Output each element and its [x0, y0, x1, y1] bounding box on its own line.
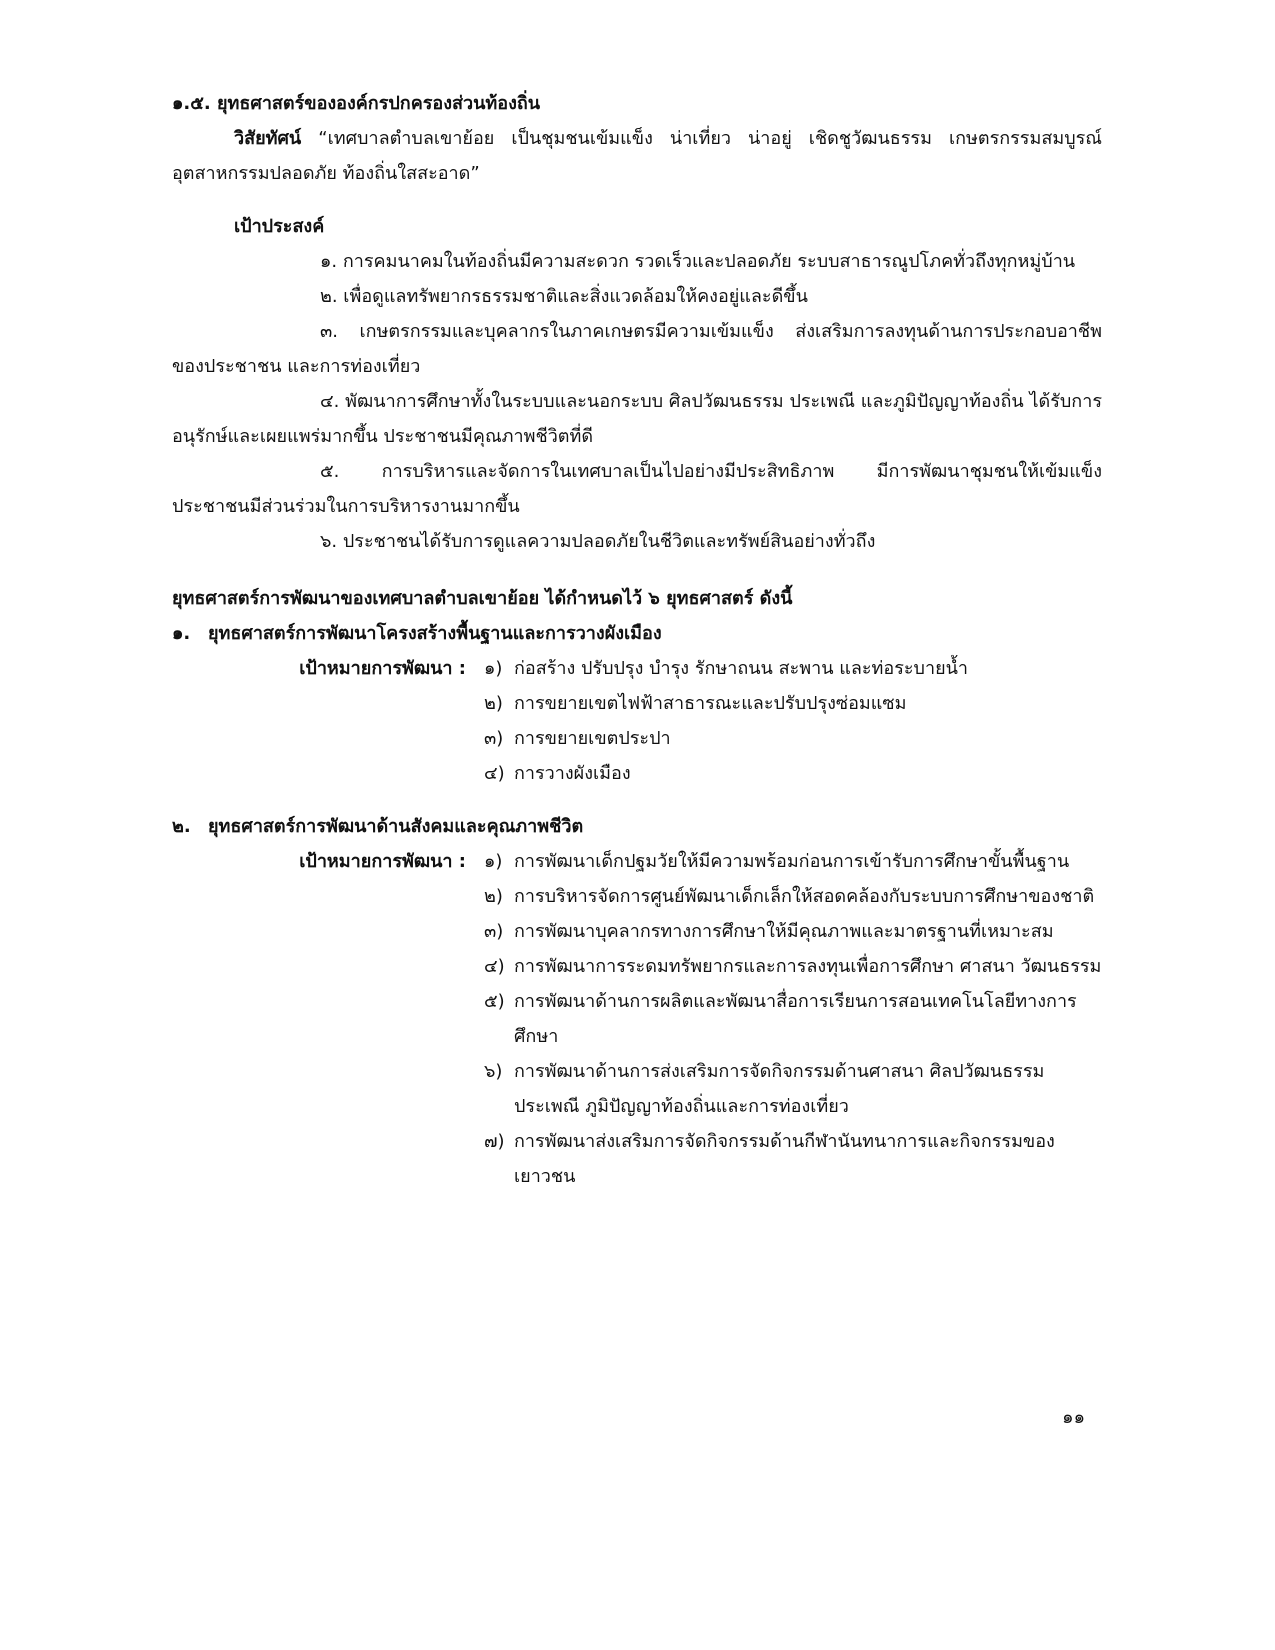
target-item — [484, 756, 1102, 791]
strategy-title-text: ยุทธศาสตร์การพัฒนาด้านสังคมและคุณภาพชีวิต — [208, 816, 584, 837]
spacer — [172, 791, 1102, 809]
target-number: ๕) — [484, 991, 505, 1012]
target-list — [484, 844, 1102, 1194]
target-number: ๔) — [484, 956, 505, 977]
target-item — [484, 721, 1102, 756]
target-item — [484, 844, 1102, 879]
target-item — [484, 879, 1102, 914]
target-number: ๗) — [484, 1131, 505, 1152]
objective-item: ๖. ประชาชนได้รับการดูแลความปลอดภัยในชีวิตและทรัพย์สินอย่างทั่วถึง — [320, 531, 876, 552]
strategies-intro: ยุทธศาสตร์การพัฒนาของเทศบาลตำบลเขาย้อย ได้กำหนดไว้ ๖ ยุทธศาสตร์ ดังนี้ — [172, 588, 793, 609]
target-item — [484, 686, 1102, 721]
target-number: ๒) — [484, 693, 503, 714]
objective-item: ๑. การคมนาคมในท้องถิ่นมีความสะดวก รวดเร็วและปลอดภัย ระบบสาธารณูปโภคทั่วถึงทุกหมู่บ้าน — [320, 251, 1076, 272]
target-item — [484, 949, 1102, 984]
target-text: การวางผังเมือง — [514, 763, 631, 784]
objective-item: ๔. พัฒนาการศึกษาทั้งในระบบและนอกระบบ ศิลปวัฒนธรรม ประเพณี และภูมิปัญญาท้องถิ่น ได้รับการอนุรักษ์และเผยแพร่มากขึ้น ประชาชนมีคุณภาพชีวิตที่ดี — [172, 391, 1102, 447]
objective-item: ๕. การบริหารและจัดการในเทศบาลเป็นไปอย่างมีประสิทธิภาพ มีการพัฒนาชุมชนให้เข้มแข็ง ประชาชนมีส่วนร่วมในการบริหารงานมากขึ้น — [172, 461, 1102, 517]
target-text: การพัฒนาการระดมทรัพยากรและการลงทุนเพื่อการศึกษา ศาสนา วัฒนธรรม — [514, 956, 1102, 977]
target-text: การขยายเขตไฟฟ้าสาธารณะและปรับปรุงซ่อมแซม — [514, 693, 907, 714]
target-number: ๖) — [484, 1061, 503, 1082]
target-text: ก่อสร้าง ปรับปรุง บำรุง รักษาถนน สะพาน และท่อระบายน้ำ — [514, 658, 969, 679]
target-block — [172, 651, 1102, 791]
vision-text: “เทศบาลตำบลเขาย้อย เป็นชุมชนเข้มแข็ง น่าเที่ยว น่าอยู่ เชิดชูวัฒนธรรม เกษตรกรรมสมบูรณ์ อุตสาหกรรมปลอดภัย ท้องถิ่นใสสะอาด” — [172, 128, 1102, 184]
document-page — [172, 86, 1102, 1194]
target-number: ๒) — [484, 886, 503, 907]
strategy-title — [172, 809, 1102, 844]
objective-item: ๓. เกษตรกรรมและบุคลากรในภาคเกษตรมีความเข้มแข็ง ส่งเสริมการลงทุนด้านการประกอบอาชีพของประชาชน และการท่องเที่ยว — [172, 321, 1102, 377]
target-item — [484, 914, 1102, 949]
target-label: เป้าหมายการพัฒนา : — [299, 658, 466, 679]
target-list — [484, 651, 1102, 791]
target-text: การพัฒนาด้านการผลิตและพัฒนาสื่อการเรียนการสอนเทคโนโลยีทางการศึกษา — [514, 991, 1077, 1047]
target-text: การพัฒนาเด็กปฐมวัยให้มีความพร้อมก่อนการเข้ารับการศึกษาขั้นพื้นฐาน — [514, 851, 1070, 872]
target-number: ๓) — [484, 728, 504, 749]
target-text: การบริหารจัดการศูนย์พัฒนาเด็กเล็กให้สอดคล้องกับระบบการศึกษาของชาติ — [514, 886, 1095, 907]
target-number: ๔) — [484, 763, 505, 784]
objectives-heading: เป้าประสงค์ — [234, 216, 325, 237]
target-text: การพัฒนาส่งเสริมการจัดกิจกรรมด้านกีฬานันทนาการและกิจกรรมของเยาวชน — [514, 1131, 1055, 1187]
target-text: การขยายเขตประปา — [514, 728, 671, 749]
strategy-number: ๑. — [172, 623, 191, 644]
strategy-number: ๒. — [172, 816, 191, 837]
target-number: ๑) — [484, 658, 503, 679]
section-heading: ๑.๕. ยุทธศาสตร์ขององค์กรปกครองส่วนท้องถิ่น — [172, 93, 541, 114]
vision-label: วิสัยทัศน์ — [234, 128, 302, 149]
page-number: ๑๑ — [1062, 1407, 1085, 1428]
target-block — [172, 844, 1102, 1194]
target-item — [484, 651, 1102, 686]
strategy-title-text: ยุทธศาสตร์การพัฒนาโครงสร้างพื้นฐานและการวางผังเมือง — [208, 623, 662, 644]
target-text: การพัฒนาบุคลากรทางการศึกษาให้มีคุณภาพและมาตรฐานที่เหมาะสม — [514, 921, 1054, 942]
objective-item: ๒. เพื่อดูแลทรัพยากรธรรมชาติและสิ่งแวดล้อมให้คงอยู่และดีขึ้น — [320, 286, 808, 307]
target-number: ๑) — [484, 851, 503, 872]
strategy-title — [172, 616, 1102, 651]
target-number: ๓) — [484, 921, 504, 942]
target-label: เป้าหมายการพัฒนา : — [299, 851, 466, 872]
target-item — [484, 1124, 1102, 1194]
target-item — [484, 1054, 1102, 1124]
target-text: การพัฒนาด้านการส่งเสริมการจัดกิจกรรมด้านศาสนา ศิลปวัฒนธรรม ประเพณี ภูมิปัญญาท้องถิ่นและการท่องเที่ยว — [514, 1061, 1045, 1117]
vision-paragraph — [172, 121, 1102, 191]
target-item — [484, 984, 1102, 1054]
